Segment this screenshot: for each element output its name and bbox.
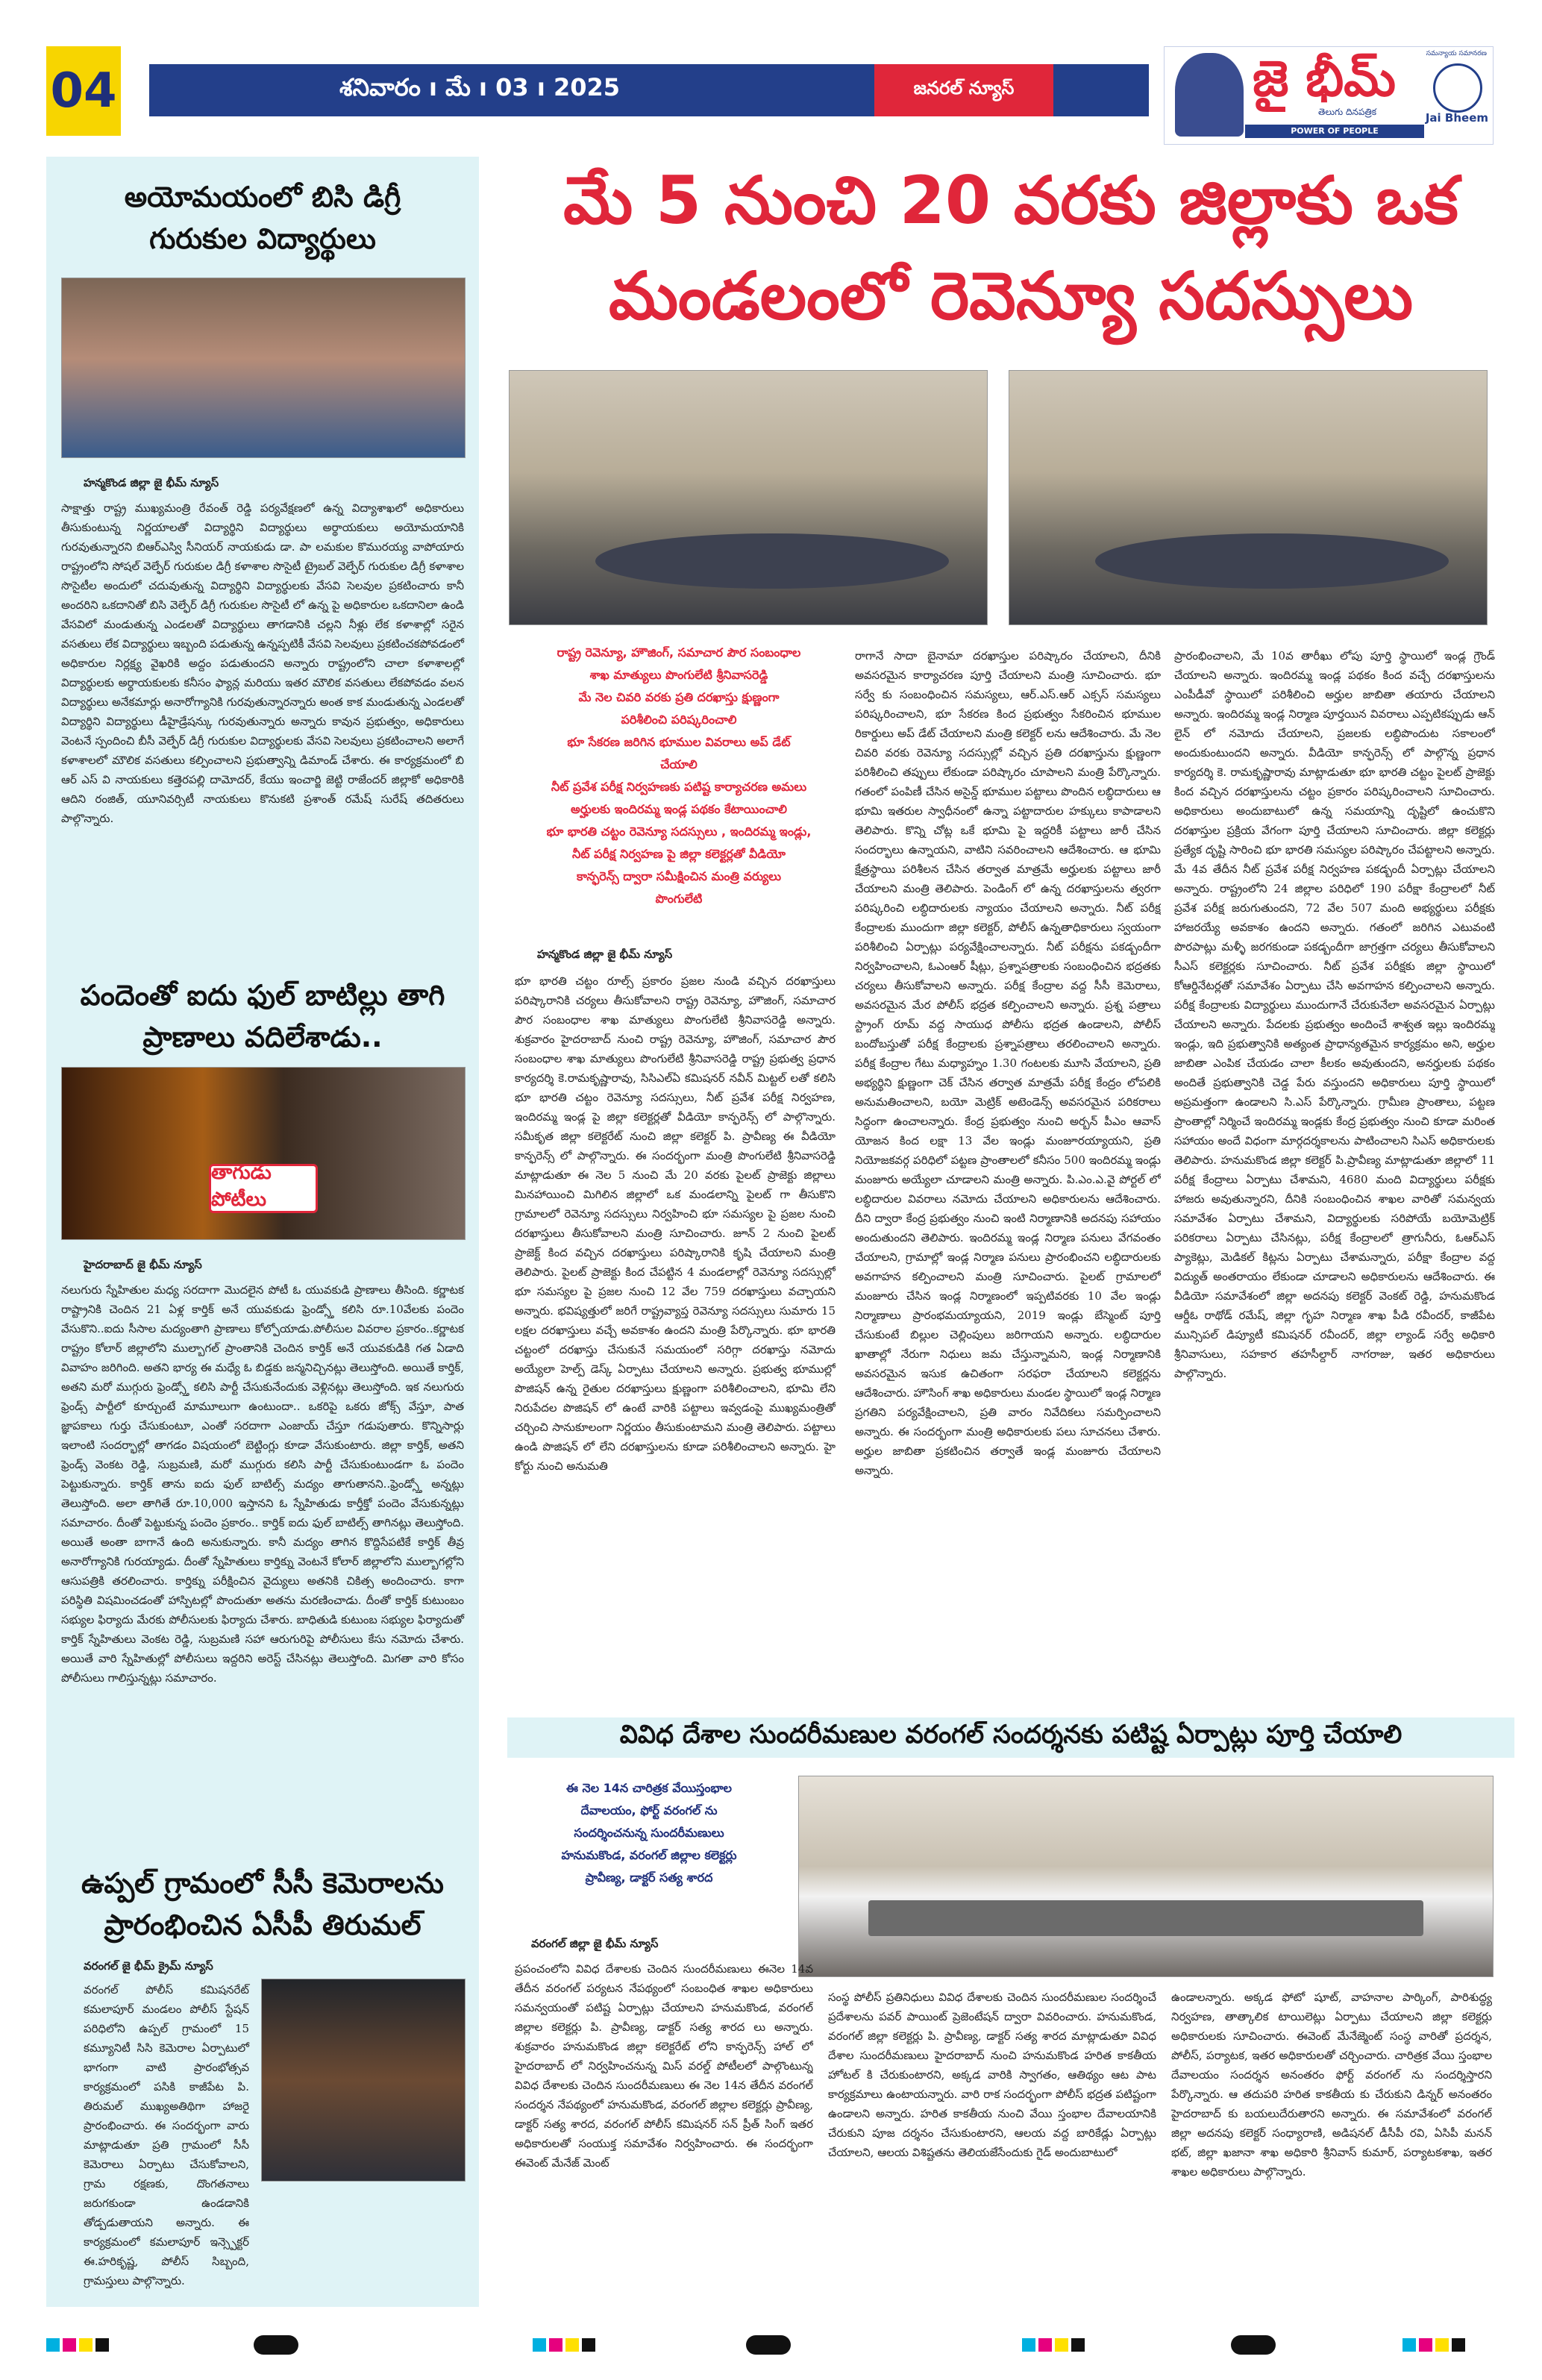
- story3-body-top: వరంగల్ పోలీస్ కమిషనరేట్ కమలాపూర్ మండలం పోలీస్ స్టేషన్ పరిధిలోని ఉప్పల్ గ్రామంలో 15 కమ్యూనిటీ సిసి కెమెరాల ఏర్పాటులో భాగంగా వాటి ప్రారంభోత్సవ కార్యక్రమంలో పసికి కాజీపేట పి. తిరుమల్ ముఖ్యఅతిథిగా హాజరై ప్రారంభించారు. ఈ సందర్భంగా వారు మాట్లాడుతూ ప్రతి గ్రామంలో సీసీ కెమెరాలు ఏర్పాటు చేసుకోవాలని, గ్రామ రక్షణకు, దొంగతనాలు జరుగకుండా ఉండడానికి తోడ్పడుతాయని అన్నారు. ఈ కార్యక్రమంలో కమలాపూర్ ఇన్స్పెక్టర్ ఈ.హరికృష్ణ, పోలీస్ సిబ్బంది, గ్రామస్తులు పాల్గొన్నారు.: [84, 1983, 249, 2287]
- main-col-3: రాగానే సాదా బైనామా దరఖాస్తుల పరిష్కారం చేయాలని, దీనికి అవసరమైన కార్యాచరణ పూర్తి చేయాలని మంత్రి సూచించారు. భూ సర్వే కు సంబంధించిన సమస్యలు, ఆర్.ఎస్.ఆర్ ఎక్సస్ సమస్యలు పరిష్కరించాలని, భూ సేకరణ కింద ప్రభుత్వం సేకరించిన భూముల రికార్డులు అప్ డేట్ చేయాలని మంత్రి కలెక్టర్ లను ఆదేశించారు. మే నెల చివరి వరకు రెవెన్యూ సదస్సుల్లో వచ్చిన ప్రతి దరఖాస్తును క్షుణ్ణంగా పరిశీలించి తప్పులు లేకుండా పరిష్కారం చూపాలని మంత్రి పేర్కొన్నారు. గతంలో పంపిణీ చేసిన అసైన్డ్ భూముల పట్టాలు పొందిన లబ్ధిదారులు ఆ భూమి ఇతరుల స్వాధీనంలో ఉన్నా పట్టాదారుల హక్కులు కాపాడాలని తెలిపారు. కొన్ని చోట్ల ఒకే భూమి పై ఇద్దరికీ పట్టాలు జారీ చేసిన సందర్భాలు ఉన్నాయని, వాటిని సవరించాలని ఆదేశించారు. ఆ భూమి క్షేత్రస్థాయి పరిశీలన చేసిన తర్వాత మాత్రమే అర్హులకు పట్టాలు జారీ చేయాలని మంత్రి తెలిపారు. పెండింగ్ లో ఉన్న దరఖాస్తులను త్వరగా పరిష్కరించి లబ్ధిదారులకు న్యాయం చేయాలని అన్నారు. నీట్ పరీక్ష కేంద్రాలకు ముందుగా జిల్లా కలెక్టర్, పోలీస్ ఉన్నతాధికారులు స్వయంగా పరిశీలించి ఏర్పాట్లు పర్యవేక్షించాలన్నారు. నీట్ పరీక్షను పకడ్బందీగా నిర్వహించాలని, ఓఎంఆర్ షీట్లు, ప్రశ్నాపత్రాలకు సంబంధించిన భద్రతకు చర్యలు తీసుకోవాలని అన్నారు. పరీక్ష కేంద్రాల వద్ద సీసీ కెమెరాలు, అవసరమైన మేర పోలీస్ భద్రత కల్పించాలని అన్నారు. ప్రశ్న పత్రాలు స్ట్రాంగ్ రూమ్ వద్ద సాయుధ పోలీసు భద్రత ఉండాలని, పోలీస్ బందోబస్తుతో పరీక్ష కేంద్రాలకు ప్రశ్నాపత్రాలు తరలించాలని అన్నారు. పరీక్ష కేంద్రాల గేటు మధ్యాహ్నం 1.30 గంటలకు మూసి వేయాలని, ప్రతి అభ్యర్థిని క్షుణ్ణంగా చెక్ చేసిన తర్వాత మాత్రమే పరీక్ష కేంద్రం లోపలికి అనుమతించాలని, బయో మెట్రిక్ అటెండెన్స్ అవసరమైన పరికరాలు సిద్ధంగా ఉంచాలన్నారు. కేంద్ర ప్రభుత్వం నుంచి అర్బన్ పీఎం ఆవాస్ యోజన కింద లక్షా 13 వేల ఇండ్లు మంజూరయ్యాయని, ప్రతి నియోజకవర్గ పరిధిలో పట్టణ ప్రాంతాలలో కనీసం 500 ఇందిరమ్మ ఇండ్లు మంజూరు అయ్యేలా చూడాలని మంత్రి అన్నారు. పి.ఎం.ఎ.వై పోర్టల్ లో లబ్ధిదారుల వివరాలు నమోదు చేయాలని అధికారులను ఆదేశించారు. దీని ద్వారా కేంద్ర ప్రభుత్వం నుంచి ఇంటి నిర్మాణానికి అదనపు సహాయం అందుతుందని తెలిపారు. ఇందిరమ్మ ఇండ్ల నిర్మాణ పనులు వేగవంతం చేయాలని, గ్రామాల్లో ఇండ్ల నిర్మాణ పనులు ప్రారంభించని లబ్ధిదారులకు అవగాహన కల్పించాలని మంత్రి సూచించారు. పైలట్ గ్రామాలలో మంజూరు చేసిన ఇండ్ల నిర్మాణంలో ఇప్పటివరకు 10 వేల ఇండ్లు నిర్మాణాలు ప్రారంభమయ్యాయని, 2019 ఇండ్లు బేస్మెంట్ పూర్తి చేసుకుంటే బిల్లుల చెల్లింపులు జరిగాయని అన్నారు. లబ్ధిదారుల ఖాతాల్లో నేరుగా నిధులు జమ చేస్తున్నామని, ఇండ్ల నిర్మాణానికి అవసరమైన ఇసుక ఉచితంగా సరఫరా చేయాలని కలెక్టర్లను ఆదేశించారు. హౌసింగ్ శాఖ అధికారులు మండల స్థాయిలో ఇండ్ల నిర్మాణ ప్రగతిని పర్యవేక్షించాలని, ప్రతి వారం నివేదికలు సమర్పించాలని అన్నారు. ఈ సందర్భంగా మంత్రి అధికారులకు పలు సూచనలు చేశారు. అర్హుల జాబితా ప్రకటించిన తర్వాతే ఇండ్ల మంజూరు చేయాలని అన్నారు.: [855, 649, 1161, 1477]
- registration-mark: [254, 2335, 298, 2355]
- registration-mark: [746, 2335, 791, 2355]
- story2-byline: హైదరాబాద్ జై భీమ్ న్యూస్: [84, 1258, 202, 1271]
- story3-headline: ఉప్పల్ గ్రామంలో సీసీ కెమెరాలను ప్రారంభించిన ఏసీపీ తిరుమల్: [81, 1867, 444, 1941]
- highlight-line: సందర్శించనున్న సుందరీమణులు: [574, 1826, 724, 1840]
- highlight-line: పొంగులేటి: [655, 892, 703, 906]
- logo-top-tag: సమన్యాయ సమానరణ: [1426, 50, 1487, 57]
- color-mark: [549, 2338, 562, 2352]
- color-mark: [95, 2338, 109, 2352]
- second-byline: వరంగల్ జిల్లా జై భీమ్ న్యూస్: [531, 1937, 659, 1950]
- main-photo-2: [1009, 370, 1488, 625]
- registration-mark: [1231, 2335, 1276, 2355]
- color-mark: [1038, 2338, 1052, 2352]
- highlight-line: మే నెల చివరి వరకు ప్రతి దరఖాస్తు క్షుణ్ణంగా: [578, 690, 780, 704]
- color-mark: [1419, 2338, 1432, 2352]
- color-mark: [1055, 2338, 1068, 2352]
- color-mark: [1402, 2338, 1416, 2352]
- highlight-line: హనుమకొండ, వరంగల్ జిల్లాల కలెక్టర్లు: [561, 1848, 737, 1862]
- color-mark: [565, 2338, 579, 2352]
- logo-tagline: తెలుగు దినపత్రిక: [1318, 107, 1377, 117]
- issue-date: శనివారం ı మే ı 03 ı 2025: [339, 73, 621, 101]
- second-col-2: సంస్థ పోలీస్ ప్రతినిధులు వివిధ దేశాలకు చెందిన సుందరీమణుల సందర్శించే ప్రదేశాలను పవర్ పాయింట్ ప్రెజెంటేషన్ ద్వారా వివరించారు. హనుమకొండ, వరంగల్ జిల్లా కలెక్టర్లు పి. ప్రావీణ్య, డాక్టర్ సత్య శారద మాట్లాడుతూ వివిధ దేశాల సుందరీమణులు హైదరాబాద్ నుంచి హనుమకొండ హరిత కాకతీయ హోటల్ కి చేరుకుంటారని, అక్కడ వారికి స్వాగతం, ఆతిథ్యం ఆట పాట కార్యక్రమాలు ఉంటాయన్నారు. వారి రాక సందర్భంగా పోలీస్ భద్రత పటిష్టంగా ఉండాలని అన్నారు. హరిత కాకతీయ నుంచి వేయి స్తంభాల దేవాలయానికి చేరుకుని పూజ దర్శనం చేసుకుంటారని, ఆలయ వద్ద బారికేడ్లు ఏర్పాట్లు చేయాలని, ఆలయ విశిష్టతను తెలియజేసేందుకు గైడ్ అందుబాటులో: [828, 1991, 1156, 2159]
- highlight-line: భూ భారతి చట్టం రెవెన్యూ సదస్సులు , ఇందిరమ్మ ఇండ్లు,: [546, 824, 812, 839]
- page-number: 04: [46, 46, 121, 136]
- color-mark: [79, 2338, 93, 2352]
- color-mark: [63, 2338, 76, 2352]
- story3-byline: వరంగల్ జై భీమ్ క్రైమ్ న్యూస్: [84, 1959, 213, 1973]
- highlight-line: నీట్ ప్రవేశ పరీక్ష నిర్వహణకు పటిష్ట కార్యాచరణ అమలు: [551, 780, 807, 794]
- story1-headline: అయోమయంలో బిసి డిగ్రీ గురుకుల విద్యార్థులు: [124, 181, 401, 255]
- highlight-line: ఈ నెల 14న చారిత్రక వేయిస్తంభాల: [566, 1781, 732, 1795]
- highlight-line: దేవాలయం, ఫోర్ట్ వరంగల్ ను: [580, 1803, 718, 1817]
- main-col-4: ప్రారంభించాలని, మే 10వ తారీఖు లోపు పూర్తి స్థాయిలో ఇండ్ల గ్రౌండ్ చేయాలని అన్నారు. ఇందిరమ్మ ఇండ్ల పథకం కింద వచ్చే దరఖాస్తులను ఎంపీడీవో స్థాయిలో పరిశీలించి అర్హుల జాబితా తయారు చేయాలని అన్నారు. ఇందిరమ్మ ఇండ్ల నిర్మాణ పూర్తయిన వివరాలు ఎప్పటికప్పుడు ఆన్ లైన్ లో నమోదు చేయాలని, ప్రజలకు లబ్ధిపొందుట సకాలంలో అందుకుంటుందని అన్నారు. వీడియో కాన్ఫరెన్స్ లో పాల్గొన్న ప్రధాన కార్యదర్శి కె. రామకృష్ణారావు మాట్లాడుతూ భూ భారతి చట్టం పైలట్ ప్రాజెక్టు కింద వచ్చిన దరఖాస్తులను చట్టం ప్రకారం పరిష్కరించాలని సూచించారు. అధికారులు అందుబాటులో ఉన్న సమయాన్ని దృష్టిలో ఉంచుకొని దరఖాస్తుల ప్రక్రియ వేగంగా పూర్తి చేయాలని సూచించారు. జిల్లా కలెక్టర్లు ప్రత్యేక దృష్టి సారించి భూ భారతి సమస్యల పరిష్కారం చేపట్టాలని అన్నారు. మే 4వ తేదీన నీట్ ప్రవేశ పరీక్ష నిర్వహణ పకడ్బందీ ఏర్పాట్లు చేయాలని అన్నారు. రాష్ట్రంలోని 24 జిల్లాల పరిధిలో 190 పరీక్షా కేంద్రాలలో నీట్ ప్రవేశ పరీక్ష జరుగుతుందని, 72 వేల 507 మంది అభ్యర్థులు పరీక్షకు హాజరయ్యే అవకాశం ఉందని అన్నారు. గతంలో జరిగిన ఎటువంటి పొరపాట్లు మళ్ళీ జరగకుండా పకడ్బందీగా జాగ్రత్తగా చర్యలు తీసుకోవాలని సీఎస్ కలెక్టర్లకు సూచించారు. నీట్ ప్రవేశ పరీక్షకు జిల్లా స్థాయిలో కోఆర్డినేటర్లతో సమావేశం ఏర్పాటు చేసి అవగాహన కల్పించాలని అన్నారు. పరీక్ష కేంద్రాలకు విద్యార్థులు ముందుగానే చేరుకునేలా అవసరమైన ఏర్పాట్లు చేయాలని అన్నారు. పేదలకు ప్రభుత్వం అందించే శాశ్వత ఇల్లు ఇందిరమ్మ ఇండ్లు, ఇది ప్రభుత్వానికి అత్యంత ప్రాధాన్యతమైన కార్యక్రమం అని, అర్హుల జాబితా ఎంపిక చేయడం చాలా కీలకం అవుతుందని, అనర్హులకు పథకం అందితే ప్రభుత్వానికి చెడ్డ పేరు వస్తుందని అధికారులు పూర్తి స్థాయిలో అప్రమత్తంగా ఉండాలని సి.ఎస్ పేర్కొన్నారు. గ్రామీణ ప్రాంతాలు, పట్టణ ప్రాంతాల్లో నిర్మించే ఇందిరమ్మ ఇండ్లకు కేంద్ర ప్రభుత్వం నుంచి కూడా మరింత సహాయం అందే విధంగా మార్గదర్శకాలను పాటించాలని సిఎస్ అధికారులకు తెలిపారు. హనుమకొండ జిల్లా కలెక్టర్ పి.ప్రావీణ్య మాట్లాడుతూ జిల్లాలో 11 పరీక్ష కేంద్రాలు ఏర్పాటు చేశామని, 4680 మంది విద్యార్థులు పరీక్షకు హాజరు అవుతున్నారని, దీనికి సంబంధించిన శాఖల వారితో సమన్వయ సమావేశం ఏర్పాటు చేశామని, విద్యార్థులకు సరిపోయే బయోమెట్రిక్ పరికరాలు ఏర్పాటు చేసినట్లు, పరీక్ష కేంద్రాలలో త్రాగునీరు, ఓఆర్ఎస్ ప్యాకెట్లు, మెడికల్ కిట్లను ఏర్పాటు చేశామన్నారు, పరీక్షా కేంద్రాల వద్ద విద్యుత్ అంతరాయం లేకుండా చూడాలని అధికారులను ఆదేశించారు. ఈ వీడియో సమావేశంలో జిల్లా అదనపు కలెక్టర్ వెంకట్ రెడ్డి, హనుమకొండ ఆర్డీఓ రాథోడ్ రమేష్, జిల్లా గృహ నిర్మాణ శాఖ పీడి రవీందర్, కాజీపేట మున్సిపల్ డిప్యూటీ కమిషనర్ రవీందర్, జిల్లా ల్యాండ్ సర్వే అధికారి శ్రీనివాసులు, సహకార తహసీల్దార్ నాగరాజు, ఇతర అధికారులు పాల్గొన్నారు.: [1174, 649, 1495, 1380]
- highlight-line: శాఖ మాత్యులు పొంగులేటి శ్రీనివాసరెడ్డి: [589, 668, 768, 682]
- logo-brand: Jai Bheem: [1425, 111, 1488, 125]
- story2-image-label: తాగుడు పోటీలు: [209, 1164, 318, 1213]
- highlight-line: ప్రావీణ్య, డాక్టర్ సత్య శారద: [585, 1870, 713, 1885]
- story3-photo: [261, 1979, 466, 2182]
- highlight-line: చేయాలి: [660, 757, 698, 771]
- color-mark: [46, 2338, 60, 2352]
- logo-strip: POWER OF PEOPLE: [1245, 125, 1424, 138]
- second-col-1: ప్రపంచంలోని వివిధ దేశాలకు చెందిన సుందరీమణులు ఈనెల 14వ తేదీన వరంగల్ పర్యటన నేపథ్యంలో సంబంధిత శాఖల అధికారులు సమన్వయంతో పటిష్ట ఏర్పాట్లు చేయాలని హనుమకొండ, వరంగల్ జిల్లాల కలెక్టర్లు పి. ప్రావీణ్య, డాక్టర్ సత్య శారద లు అన్నారు. శుక్రవారం హనుమకొండ జిల్లా కలెక్టరేట్ లోని కాన్ఫరెన్స్ హాల్ లో హైదరాబాద్ లో నిర్వహించనున్న మిస్ వరల్డ్ పోటీలలో పాల్గొంటున్న వివిధ దేశాలకు చెందిన సుందరీమణులు ఈ నెల 14న తేదీన వరంగల్ సందర్శన నేపథ్యంలో హనుమకొండ, వరంగల్ జిల్లాల కలెక్టర్లు ప్రావీణ్య, డాక్టర్ సత్య శారద, వరంగల్ పోలీస్ కమిషనర్ సన్ ప్రీత్ సింగ్ ఇతర అధికారులతో సంయుక్త సమావేశం నిర్వహించారు. ఈ సందర్భంగా ఈవెంట్ మేనేజ్ మెంట్: [515, 1962, 813, 2170]
- color-mark: [1435, 2338, 1449, 2352]
- story1-photo: [61, 278, 466, 458]
- second-highlights: [515, 1777, 783, 1889]
- highlight-line: రాష్ట్ర రెవెన్యూ, హౌజింగ్, సమాచార పౌర సంబంధాల: [557, 645, 801, 660]
- main-col-2: భూ భారతి చట్టం రూల్స్ ప్రకారం ప్రజల నుండి వచ్చిన దరఖాస్తులు పరిష్కారానికి చర్యలు తీసుకోవాలని రాష్ట్ర రెవెన్యూ, హౌజింగ్, సమాచార పౌర సంబంధాల శాఖ మాత్యులు పొంగులేటి శ్రీనివాసరెడ్డి అన్నారు. శుక్రవారం హైదరాబాద్ నుంచి రాష్ట్ర రెవెన్యూ, హౌజింగ్, సమాచార పౌర సంబంధాల శాఖ మాత్యులు పొంగులేటి శ్రీనివాసరెడ్డి రాష్ట్ర ప్రభుత్వ ప్రధాన కార్యదర్శి కె.రామకృష్ణారావు, సిసిఎల్ఏ కమిషనర్ నవీన్ మిట్టల్ లతో కలిసి భూ భారతి చట్టం రెవెన్యూ సదస్సులు, నీట్ ప్రవేశ పరీక్ష నిర్వహణ, ఇందిరమ్మ ఇండ్ల పై జిల్లా కలెక్టర్లతో వీడియో కాన్ఫరెన్స్ లో పాల్గొన్నారు. సమీకృత జిల్లా కలెక్టరేట్ నుంచి జిల్లా కలెక్టర్ పి. ప్రావీణ్య ఈ వీడియో కాన్ఫరెన్స్ లో పాల్గొన్నారు. ఈ సందర్భంగా మంత్రి పొంగులేటి శ్రీనివాసరెడ్డి మాట్లాడుతూ ఈ నెల 5 నుంచి మే 20 వరకు పైలట్ ప్రాజెక్టు జిల్లాలు మినహాయించి మిగిలిన జిల్లాలో ఒక మండలాన్ని పైలట్ గా తీసుకొని గ్రామాలలో రెవెన్యూ సదస్సులు నిర్వహించి భూ సమస్యల పై ప్రజల నుంచి దరఖాస్తులు తీసుకోవాలని మంత్రి సూచించారు. జూన్ 2 నుంచి పైలట్ ప్రాజెక్ట్ కింద వచ్చిన దరఖాస్తులు పరిష్కారానికి కృషి చేయాలని మంత్రి తెలిపారు. పైలట్ ప్రాజెక్టు కింద చేపట్టిన 4 మండలాల్లో రెవెన్యూ సదస్సుల్లో భూ సమస్యల పై ప్రజల నుంచి 12 వేల 759 దరఖాస్తులు వచ్చాయని అన్నారు. భవిష్యత్తులో జరిగే రాష్ట్రవ్యాప్త రెవెన్యూ సదస్సులు సుమారు 15 లక్షల దరఖాస్తులు వచ్చే అవకాశం ఉందని మంత్రి పేర్కొన్నారు. భూ భారతి చట్టంలో దరఖాస్తు చేసుకునే సమయంలో సరిగ్గా దరఖాస్తు నమోదు అయ్యేలా హెల్ప్ డెస్క్ ఏర్పాటు చేయాలని అన్నారు. ప్రభుత్వ భూముల్లో పొజిషన్ ఉన్న రైతుల దరఖాస్తులు క్షుణ్ణంగా పరిశీలించాలని, భూమి లేని నిరుపేదల పొజిషన్ లో ఉంటే వారికి పట్టాలు ఇవ్వడంపై ముఖ్యమంత్రితో చర్చించి సానుకూలంగా నిర్ణయం తీసుకుంటామని మంత్రి తెలిపారు. పట్టాలు ఉండి పొజిషన్ లో లేని దరఖాస్తులను కూడా పరిశీలించాలని అన్నారు. హై కోర్టు నుంచి అనుమతి: [515, 974, 836, 1473]
- second-col-3: ఉండాలన్నారు. అక్కడ ఫోటో షూట్, వాహనాల పార్కింగ్, పారిశుద్ధ్య నిర్వహణ, తాత్కాలిక టాయిలెట్లు ఏర్పాటు చేయాలని జిల్లా కలెక్టర్లు అధికారులకు సూచించారు. ఈవెంట్ మేనేజ్మెంట్ సంస్థ వారితో ప్రదర్శన, పోలీస్, పర్యాటక, ఇతర అధికారులతో చర్చించారు. చారిత్రక వేయి స్తంభాల దేవాలయం సందర్శన అనంతరం ఫోర్ట్ వరంగల్ ను సందర్శిస్తారని పేర్కొన్నారు. ఆ తదుపరి హరిత కాకతీయ కు చేరుకుని డిన్నర్ అనంతరం హైదరాబాద్ కు బయలుదేరుతారని అన్నారు. ఈ సమావేశంలో వరంగల్ జిల్లా అదనపు కలెక్టర్ సంధ్యారాణి, అడిషనల్ డీసీపీ రవి, ఏసిపీ మనన్ భట్, జిల్లా ఖజానా శాఖ అధికారి శ్రీనివాస్ కుమార్, పర్యాటకశాఖ, ఇతర శాఖల అధికారులు పాల్గొన్నారు.: [1171, 1991, 1492, 2179]
- logo-title: జై భీమ్: [1253, 50, 1396, 107]
- color-mark: [1071, 2338, 1085, 2352]
- story1-body: సాక్షాత్తు రాష్ట్ర ముఖ్యమంత్రి రేవంత్ రెడ్డి పర్యవేక్షణలో ఉన్న విద్యాశాఖలో అధికారులు తీసుకుంటున్న నిర్ణయాలతో విద్యార్థిని విద్యార్థులు అర్థాయకులు అయోమయానికి గురవుతున్నారని బిఆర్ఎస్వి సీనియర్ నాయకుడు డా. పా లమకుల కొమురయ్య వాపోయారు రాష్ట్రంలోని సోషల్ వెల్ఫేర్ గురుకుల డిగ్రీ కళాశాల సొసైటీ ట్రైబల్ వెల్ఫేర్ గురుకుల డిగ్రీ కళాశాల సొసైటీల అందులో చదువుతున్న విద్యార్థిని విద్యార్థులకు వేసవి సెలవుల ప్రకటించారు కానీ అందరిని ఒకదానితో బిసి వెల్ఫేర్ డిగ్రీ గురుకుల సొసైటీ లో ఉన్న పై అధికారుల ఒకదానిలా ఉండి వేసవిలో మండుతున్న ఎండలతో విద్యార్థులు తాగడానికి చల్లని నీళ్లు లేక కళాశాల్లో సరైన వసతులు లేక విద్యార్థులు ఇబ్బంది పడుతున్న ఉన్నప్పటికీ వేసవి సెలవులు ప్రకటించకపోవడంలో అధికారుల నిర్లక్ష్య వైఖరికి అద్దం పడుతుందని అన్నారు రాష్ట్రంలోని చాలా కళాశాలల్లో విద్యార్థులకు అర్థాయకులకు కనీసం ఫ్యాన్ల మరియు ఇతర మౌలిక వసతులు లేకపోవడం వలన విద్యార్థులు అనేకమార్లు అనారోగ్యానికి గురవుతున్నారన్నారు అంత కాక మండుతున్న ఎండలతో విద్యార్థిని విద్యార్థులు డీహైడ్రేషన్కు గురవుతున్నారు అన్నారు కావున ప్రభుత్వం, అధికారులు వెంటనే స్పందించి బీసీ వెల్ఫేర్ డిగ్రీ గురుకుల విద్యార్థులకు వేసవి సెలవులు ప్రకటించాలని అలాగే కళాశాలలో మౌలిక వసతులు కల్పించాలని ప్రభుత్వాన్ని డిమాండ్ చేశారు. ఈ కార్యక్రమంలో బి ఆర్ ఎస్ వి నాయకులు కత్తెరపల్లి దామోదర్, కేయు ఇంచార్జి జెట్టి రాజేందర్ జిల్లాకో అధికారికి ఆదిని రంజిత్, యూనివర్సిటీ నాయకులు కొనుకటి ప్రశాంత్ రమేష్ సురేష్ తదితరులు పాల్గొన్నారు.: [61, 501, 464, 825]
- main-highlights: [515, 642, 843, 910]
- highlight-line: అర్హులకు ఇందిరమ్మ ఇండ్ల పథకం కేటాయించాలి: [571, 802, 787, 816]
- color-mark: [533, 2338, 546, 2352]
- highlight-line: కాన్ఫరెన్స్ ద్వారా సమీక్షించిన మంత్రి వర్యులు: [576, 869, 782, 883]
- highlight-line: నీట్ పరీక్ష నిర్వహణ పై జిల్లా కలెక్టర్లతో వీడియో: [572, 847, 786, 861]
- seal-icon: [1433, 63, 1482, 113]
- second-photo: [798, 1776, 1494, 1977]
- color-mark: [1452, 2338, 1465, 2352]
- second-headline: వివిధ దేశాల సుందరీమణుల వరంగల్ సందర్శనకు పటిష్ట ఏర్పాట్లు పూర్తి చేయాలి: [507, 1717, 1514, 1758]
- main-byline: హన్మకొండ జిల్లా జై భీమ్ న్యూస్: [537, 948, 673, 961]
- story1-byline: హన్మకొండ జిల్లా జై భీమ్ న్యూస్: [84, 476, 219, 489]
- portrait-icon: [1175, 53, 1244, 137]
- story2-body: నలుగురు స్నేహితుల మధ్య సరదాగా మొదలైన పోటీ ఓ యువకుడి ప్రాణాలు తీసింది. కర్ణాటక రాష్ట్రానికి చెందిన 21 ఏళ్ల కార్తిక్ అనే యువకుడు ఫ్రెండ్స్తో కలిసి రూ.10వేలకు పందెం వేసుకొని..ఐదు సీసాల మద్యంతాగి ప్రాణాలు కోల్పోయాడు.పోలీసుల వివరాల ప్రకారం..కర్ణాటక రాష్ట్రం కోలార్ జిల్లాలోని ముల్బాగల్ ప్రాంతానికి చెందిన కార్తిక్ అనే యువకుడికి గత ఏడాది వివాహం జరిగింది. అతని భార్య ఈ మధ్యే ఓ బిడ్డకు జన్మనిచ్చినట్లు తెలుస్తోంది. అయితే కార్తిక్, అతని మరో ముగ్గురు ఫ్రెండ్స్తో కలిసి పార్టీ చేసుకునేందుకు వెళ్లినట్లు తెలుస్తోంది. ఇక నలుగురు ఫ్రెండ్స్ పార్టీలో కూర్చుంటే మామూలుగా ఉంటుందా.. ఒకరిపై ఒకరు జోక్స్ వేస్తూ, పాత జ్ఞాపకాలు గుర్తు చేసుకుంటూ, ఎంతో సరదాగా ఎంజాయ్ చేస్తూ గడుపుతారు. కొన్నిసార్లు ఇలాంటి సందర్భాల్లో తాగడం విషయంలో బెట్టింగ్లు కూడా వేసుకుంటారు. జిల్లా కార్తిక్, అతని ఫ్రెండ్స్ వెంకట రెడ్డి, సుబ్రమణి, మరో ముగ్గురు కలిసి పార్టీ చేసుకుంటుండగా ఓ పందెం పెట్టుకున్నారు. కార్తిక్ తాను ఐదు ఫుల్ బాటిల్స్ మద్యం తాగుతానని..ఫ్రెండ్స్తో అన్నట్లు తెలుస్తోంది. అలా తాగితే రూ.10,000 ఇస్తానని ఓ స్నేహితుడు కార్తీక్తో పందెం వేసుకున్నట్లు సమాచారం. దీంతో పెట్టుకున్న పందెం ప్రకారం.. కార్తిక్ ఐదు ఫుల్ బాటిల్స్ తాగినట్లు తెలుస్తోంది. అయితే అంతా బాగానే ఉంది అనుకున్నారు. కానీ మద్యం తాగిన కొద్దిసేపటికే కార్తిక్ తీవ్ర అనారోగ్యానికి గురయ్యాడు. దీంతో స్నేహితులు కార్తిక్ను వెంటనే కోలార్ జిల్లాలోని ముల్బాగల్లోని ఆసుపత్రికి తరలించారు. కార్తిక్ను పరీక్షించిన వైద్యులు అతనికి చికిత్స అందించారు. కాగా పరిస్థితి విషమించడంతో హాస్పిటల్లో పొందుతూ అతను మరణించాడు. దీంతో కార్తిక్ కుటుంబం సభ్యుల ఫిర్యాదు మేరకు పోలీసులకు ఫిర్యాదు చేశారు. బాధితుడి కుటుంబ సభ్యుల ఫిర్యాదుతో కార్తిక్ స్నేహితులు వెంకట రెడ్డి, సుబ్రమణి సహా ఆరుగురిపై పోలీసులు కేసు నమోదు చేశారు. అయితే వారి స్నేహితుల్లో పోలీసులు ఇద్దరిని అరెస్ట్ చేసినట్లు తెలుస్తోంది. మిగతా వారి కోసం పోలీసులు గాలిస్తున్నట్లు సమాచారం.: [61, 1283, 464, 1685]
- highlight-line: పరిశీలించి పరిష్కరించాలి: [621, 713, 737, 727]
- color-mark: [582, 2338, 595, 2352]
- highlight-line: భూ సేకరణ జరిగిన భూముల వివరాలు అప్ డేట్: [567, 735, 791, 749]
- main-headline: మే 5 నుంచి 20 వరకు జిల్లాకు ఒక మండలంలో రెవెన్యూ సదస్సులు: [563, 162, 1458, 334]
- story2-headline: పందెంతో ఐదు ఫుల్ బాటిల్లు తాగి ప్రాణాలు వదిలేశాడు..: [80, 979, 445, 1053]
- section-label: జనరల్ న్యూస్: [874, 64, 1053, 116]
- main-photo-1: [509, 370, 988, 625]
- masthead-logo: [1164, 46, 1494, 145]
- color-mark: [1022, 2338, 1035, 2352]
